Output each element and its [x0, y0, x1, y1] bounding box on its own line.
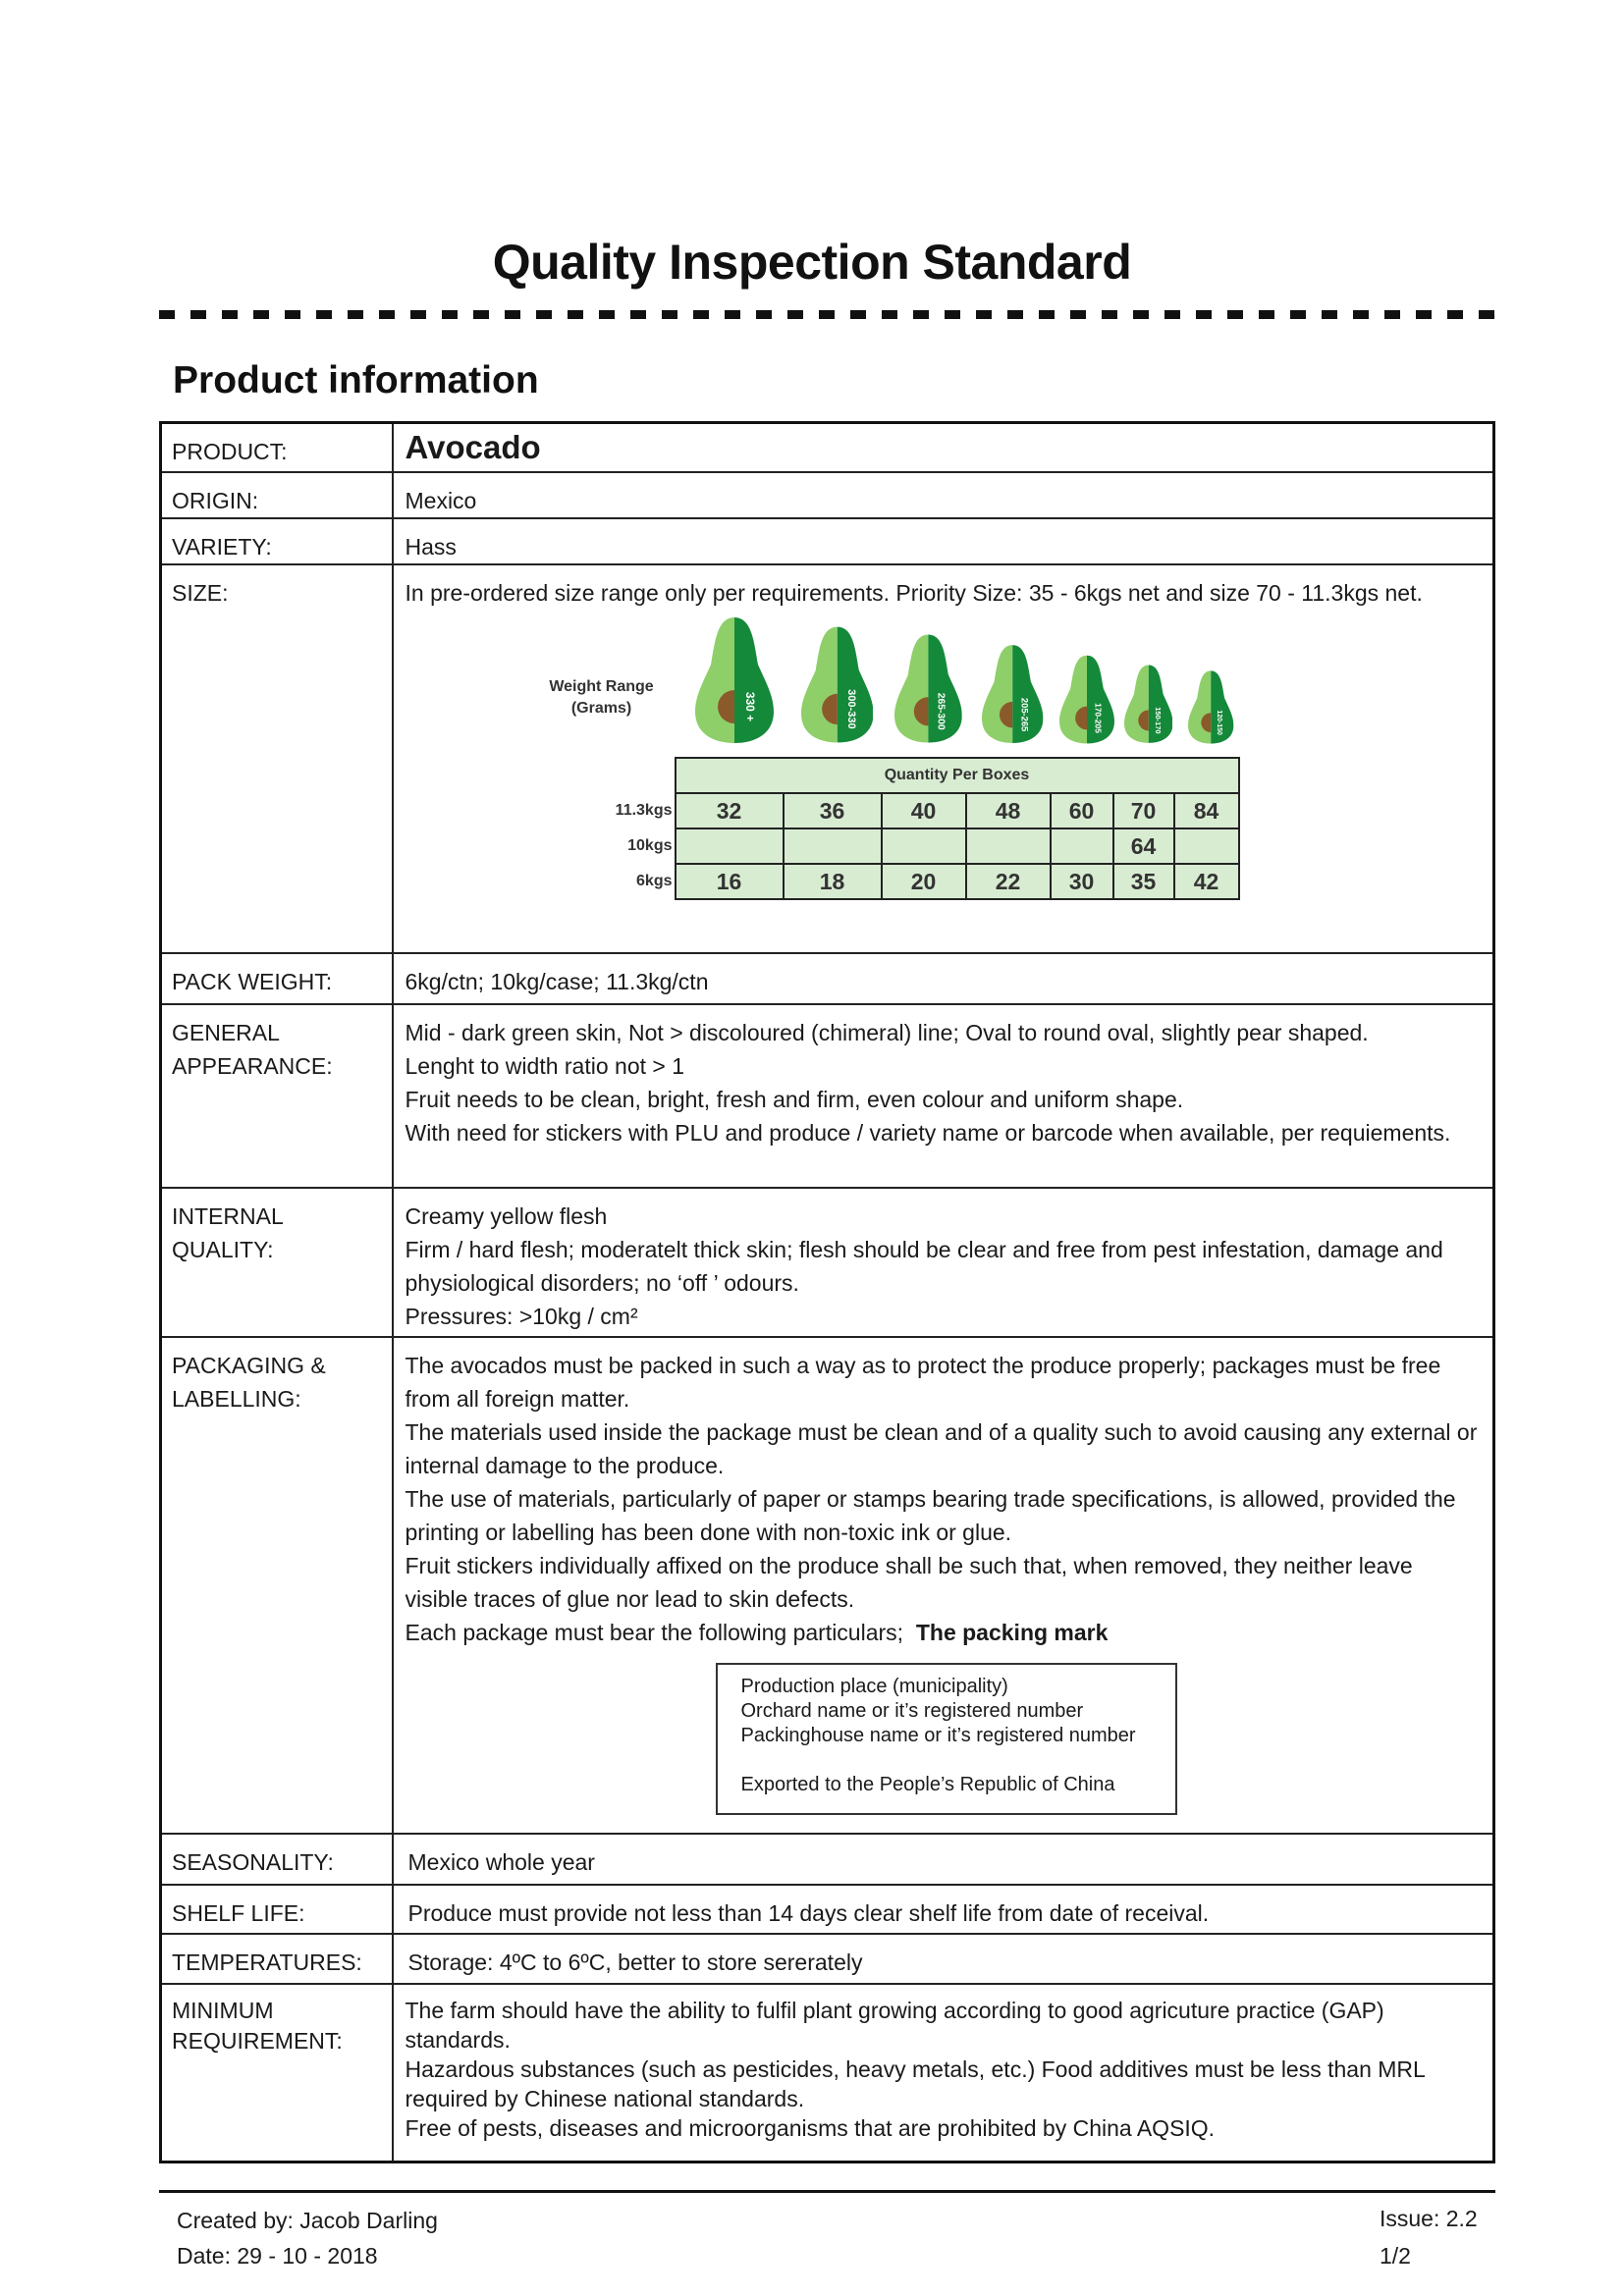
- label-product: PRODUCT:: [161, 423, 393, 472]
- row-label-11kg: 11.3kgs: [615, 801, 673, 819]
- quantity-cell: 18: [784, 864, 882, 899]
- avocado-icon: [801, 623, 874, 744]
- quantity-cell: [1051, 828, 1113, 864]
- quantity-cell: 20: [882, 864, 966, 899]
- weight-range-value: 265-300: [935, 693, 947, 730]
- quantity-cell: 42: [1174, 864, 1239, 899]
- value-origin: Mexico: [393, 472, 1494, 518]
- packing-mark-box: [716, 1663, 1177, 1815]
- row-variety: [161, 518, 1494, 564]
- footer-page-number: 1/2: [1380, 2243, 1411, 2269]
- dashed-divider: [159, 310, 1494, 319]
- quantity-row: [676, 864, 1239, 899]
- row-packaging: [161, 1337, 1494, 1834]
- quantity-cell: [1174, 828, 1239, 864]
- value-shelf-life: Produce must provide not less than 14 days clear shelf life from date of receival.: [393, 1885, 1494, 1934]
- packaging-line: The use of materials, particularly of paper or stamps bearing trade specifications, is allowed, provided the printing or labelling has been done with non-toxic ink or glue.: [405, 1485, 1456, 1545]
- quantity-header: Quantity Per Boxes: [676, 758, 1239, 793]
- value-size: In pre-ordered size range only per requirements. Priority Size: 35 - 6kgs net and size 70 - 11.3kgs net.: [405, 579, 1423, 606]
- value-pack-weight: 6kg/ctn; 10kg/case; 11.3kg/ctn: [393, 953, 1494, 1004]
- packing-mark-line: Packinghouse name or it’s registered number: [740, 1724, 1136, 1746]
- avocado-icon: [1124, 663, 1173, 744]
- row-general-appearance: [161, 1004, 1494, 1188]
- row-size: [161, 564, 1494, 953]
- label-general-appearance: GENERAL APPEARANCE:: [161, 1004, 393, 1188]
- quantity-cell: 48: [966, 793, 1051, 828]
- quality-line: Creamy yellow flesh: [405, 1202, 608, 1229]
- packing-mark-label: The packing mark: [915, 1619, 1109, 1645]
- quantity-row: [676, 828, 1239, 864]
- quantity-cell: 22: [966, 864, 1051, 899]
- avocado-icon: [695, 614, 774, 745]
- label-seasonality: SEASONALITY:: [161, 1834, 393, 1885]
- avocado-icon: [982, 642, 1043, 745]
- weight-range-value: 170-205: [1092, 702, 1103, 733]
- quantity-cell: 40: [882, 793, 966, 828]
- label-pack-weight: PACK WEIGHT:: [161, 953, 393, 1004]
- quantity-cell: 16: [676, 864, 784, 899]
- requirement-line: Free of pests, diseases and microorganisms that are prohibited by China AQSIQ.: [405, 2114, 1216, 2141]
- packaging-line: Fruit stickers individually affixed on the produce shall be such that, when removed, they neither leave visible traces of glue nor lead to skin defects.: [405, 1552, 1413, 1612]
- avocado-icon: [1188, 668, 1233, 745]
- quantity-row: [676, 793, 1239, 828]
- appearance-line: Mid - dark green skin, Not > discoloured (chimeral) line; Oval to round oval, slightly pear shaped.: [405, 1019, 1369, 1045]
- weight-range-value: 120-150: [1216, 710, 1223, 735]
- row-product: [161, 423, 1494, 472]
- label-size: SIZE:: [161, 564, 393, 953]
- quantity-cell: [676, 828, 784, 864]
- weight-range-value: 330 +: [742, 691, 757, 721]
- footer-divider: [159, 2190, 1495, 2193]
- quantity-cell: 30: [1051, 864, 1113, 899]
- footer-date: Date: 29 - 10 - 2018: [177, 2243, 378, 2269]
- requirement-line: Hazardous substances (such as pesticides, heavy metals, etc.) Food additives must be less than MRL required by Chinese national standards.: [405, 2056, 1425, 2111]
- packing-mark-line: Orchard name or it’s registered number: [740, 1699, 1084, 1722]
- appearance-line: Fruit needs to be clean, bright, fresh and firm, even colour and uniform shape.: [405, 1086, 1184, 1112]
- value-general-appearance: [393, 1004, 1494, 1188]
- row-seasonality: [161, 1834, 1494, 1885]
- label-temperatures: TEMPERATURES:: [161, 1934, 393, 1984]
- size-chart: [406, 617, 1476, 951]
- label-internal-quality: INTERNAL QUALITY:: [161, 1188, 393, 1337]
- avocado-icon: [1059, 653, 1114, 745]
- label-variety: VARIETY:: [161, 518, 393, 564]
- label-packaging: PACKAGING & LABELLING:: [161, 1337, 393, 1834]
- section-heading: Product information: [173, 359, 539, 401]
- quantity-per-box-grid: [675, 757, 1240, 900]
- weight-range-title: Weight Range: [549, 677, 654, 695]
- quantity-cell: [784, 828, 882, 864]
- weight-range-unit: (Grams): [570, 699, 632, 717]
- packaging-line: The avocados must be packed in such a way as to protect the produce properly; packages must be free from all foreign matter.: [405, 1352, 1441, 1412]
- row-minimum-requirement: [161, 1984, 1494, 2163]
- label-origin: ORIGIN:: [161, 472, 393, 518]
- quantity-cell: 70: [1113, 793, 1174, 828]
- value-seasonality: Mexico whole year: [393, 1834, 1494, 1885]
- quantity-cell: [882, 828, 966, 864]
- quantity-cell: 60: [1051, 793, 1113, 828]
- row-temperatures: [161, 1934, 1494, 1984]
- packing-mark-line: Exported to the People’s Republic of China: [740, 1773, 1115, 1795]
- row-label-10kg: 10kgs: [627, 836, 673, 854]
- specification-table: [159, 421, 1495, 2163]
- quantity-cell: 35: [1113, 864, 1174, 899]
- value-variety: Hass: [393, 518, 1494, 564]
- packaging-line-particulars: [406, 1616, 1482, 1649]
- quantity-cell: 36: [784, 793, 882, 828]
- value-temperatures: Storage: 4ºC to 6ºC, better to store sererately: [393, 1934, 1494, 1984]
- label-shelf-life: SHELF LIFE:: [161, 1885, 393, 1934]
- value-internal-quality: [393, 1188, 1494, 1337]
- row-shelf-life: [161, 1885, 1494, 1934]
- value-minimum-requirement: [393, 1984, 1494, 2163]
- quantity-cell: 84: [1174, 793, 1239, 828]
- label-minimum-requirement: MINIMUM REQUIREMENT:: [161, 1984, 393, 2163]
- quantity-cell: [966, 828, 1051, 864]
- row-pack-weight: [161, 953, 1494, 1004]
- weight-range-value: 205-265: [1019, 697, 1030, 732]
- row-origin: [161, 472, 1494, 518]
- quantity-cell: 64: [1113, 828, 1174, 864]
- footer-created-by: Created by: Jacob Darling: [177, 2208, 438, 2233]
- weight-range-value: 150-170: [1153, 707, 1163, 734]
- particulars-text: Each package must bear the following particulars;: [405, 1619, 916, 1645]
- requirement-line: The farm should have the ability to fulfil plant growing according to good agricuture practice (GAP) standards.: [405, 1997, 1384, 2053]
- row-label-6kg: 6kgs: [636, 872, 673, 889]
- document-title: Quality Inspection Standard: [492, 235, 1132, 290]
- quality-line: Pressures: >10kg / cm²: [405, 1303, 638, 1329]
- avocado-icon: [894, 631, 962, 744]
- quality-line: Firm / hard flesh; moderatelt thick skin; flesh should be clear and free from pest infestation, damage and physiological disorders; no ‘off ’ odours.: [405, 1236, 1443, 1296]
- appearance-line: Lenght to width ratio not > 1: [405, 1052, 685, 1079]
- footer-issue: Issue: 2.2: [1380, 2206, 1478, 2231]
- product-name: Avocado: [405, 429, 541, 465]
- quantity-cell: 32: [676, 793, 784, 828]
- row-internal-quality: [161, 1188, 1494, 1337]
- appearance-line: With need for stickers with PLU and produce / variety name or barcode when available, per requiements.: [405, 1119, 1451, 1146]
- packing-mark-line: Production place (municipality): [740, 1675, 1008, 1697]
- weight-range-value: 300-330: [844, 689, 857, 729]
- weight-range-label: [533, 676, 671, 720]
- value-packaging: [393, 1337, 1494, 1834]
- packaging-line: The materials used inside the package must be clean and of a quality such to avoid causing any external or internal damage to the produce.: [405, 1418, 1478, 1478]
